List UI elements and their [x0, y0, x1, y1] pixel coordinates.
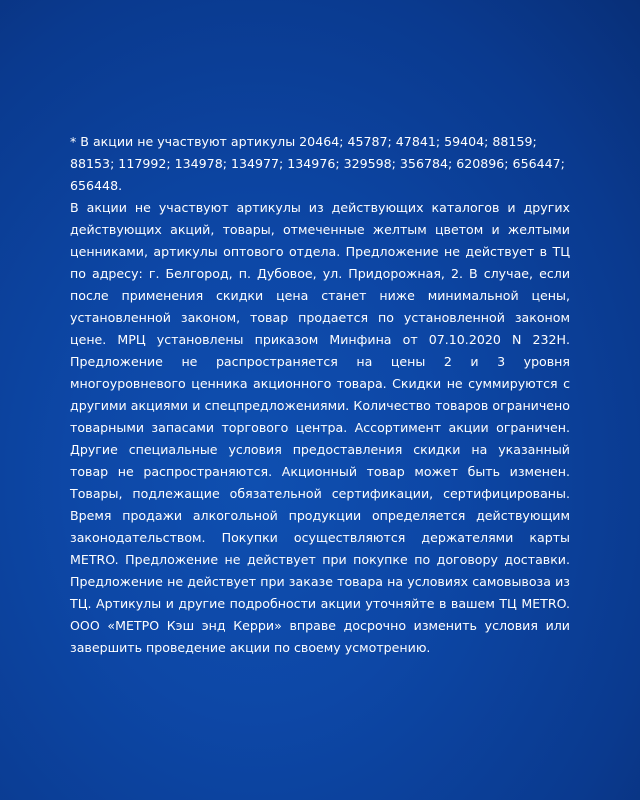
- promotion-terms-text: В акции не участвуют артикулы из действующих каталогов и других действующих акций, товары, отмеченные желтым цветом и желтыми ценниками, артикулы оптового отдела. Предложение не действует в ТЦ по адресу: г. Белгород, п. Дубовое, ул. Придорожная, 2. В случае, если после применения скидки цена станет ниже минимальной цены, установленной законом, товар продается по установленной законом цене. МРЦ установлены приказом Минфина от 07.10.2020 N 232Н. Предложение не распространяется на цены 2 и 3 уровня многоуровневого ценника акционного товара. Скидки не суммируются с другими акциями и спецпредложениями. Количество товаров ограничено товарными запасами торгового центра. Ассортимент акции ограничен. Другие специальные условия предоставления скидки на указанный товар не распространяются. Акционный товар может быть изменен. Товары, подлежащие обязательной сертификации, сертифицированы. Время продажи алкогольной продукции определяется действующим законодательством. Покупки осуществляются держателями карты METRO. Предложение не действует при покупке по договору доставки. Предложение не действует при заказе товара на условиях самовывоза из ТЦ. Артикулы и другие подробности акции уточняйте в вашем ТЦ METRO. ООО «МЕТРО Кэш энд Керри» вправе досрочно изменить условия или завершить проведение акции по своему усмотрению.: [70, 200, 570, 655]
- excluded-articles-footnote: * В акции не участвуют артикулы 20464; 45787; 47841; 59404; 88159; 88153; 117992; 134978; 134977; 134976; 329598; 356784; 620896; 656447; 656448.: [70, 134, 565, 193]
